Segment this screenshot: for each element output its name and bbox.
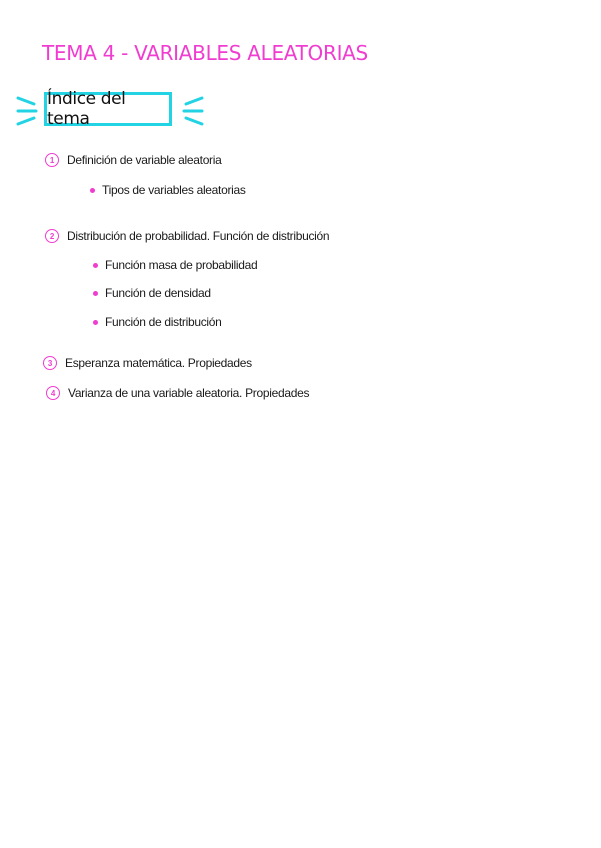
pink-dot-icon [93, 291, 98, 296]
pink-dot-icon [93, 320, 98, 325]
highlight-rays-icon [14, 90, 42, 130]
subitem [93, 286, 211, 300]
index-heading-box [44, 89, 172, 129]
section-text: Varianza de una variable aleatoria. Propiedades [68, 386, 310, 400]
subitem [90, 183, 246, 197]
section-item-2 [45, 229, 329, 243]
pink-dot-icon [90, 188, 95, 193]
highlight-rays-icon [178, 90, 206, 130]
section-text: Esperanza matemática. Propiedades [65, 356, 252, 370]
circled-number-icon: 1 [45, 153, 59, 167]
subitem-text: Función de densidad [105, 286, 211, 300]
circled-number-icon: 3 [43, 356, 57, 370]
section-item-3 [43, 356, 252, 370]
circled-number-icon: 4 [46, 386, 60, 400]
pink-dot-icon [93, 263, 98, 268]
subitem-text: Función masa de probabilidad [105, 258, 258, 272]
subitem [93, 258, 257, 272]
subitem-text: Tipos de variables aleatorias [102, 183, 246, 197]
section-text: Definición de variable aleatoria [67, 153, 222, 167]
page-title: TEMA 4 - VARIABLES ALEATORIAS [42, 41, 368, 65]
subitem-text: Función de distribución [105, 315, 222, 329]
section-item-4 [46, 386, 309, 400]
section-item-1 [45, 153, 222, 167]
index-heading: Índice del tema [47, 89, 126, 129]
section-text: Distribución de probabilidad. Función de distribución [67, 229, 330, 243]
subitem [93, 315, 222, 329]
circled-number-icon: 2 [45, 229, 59, 243]
